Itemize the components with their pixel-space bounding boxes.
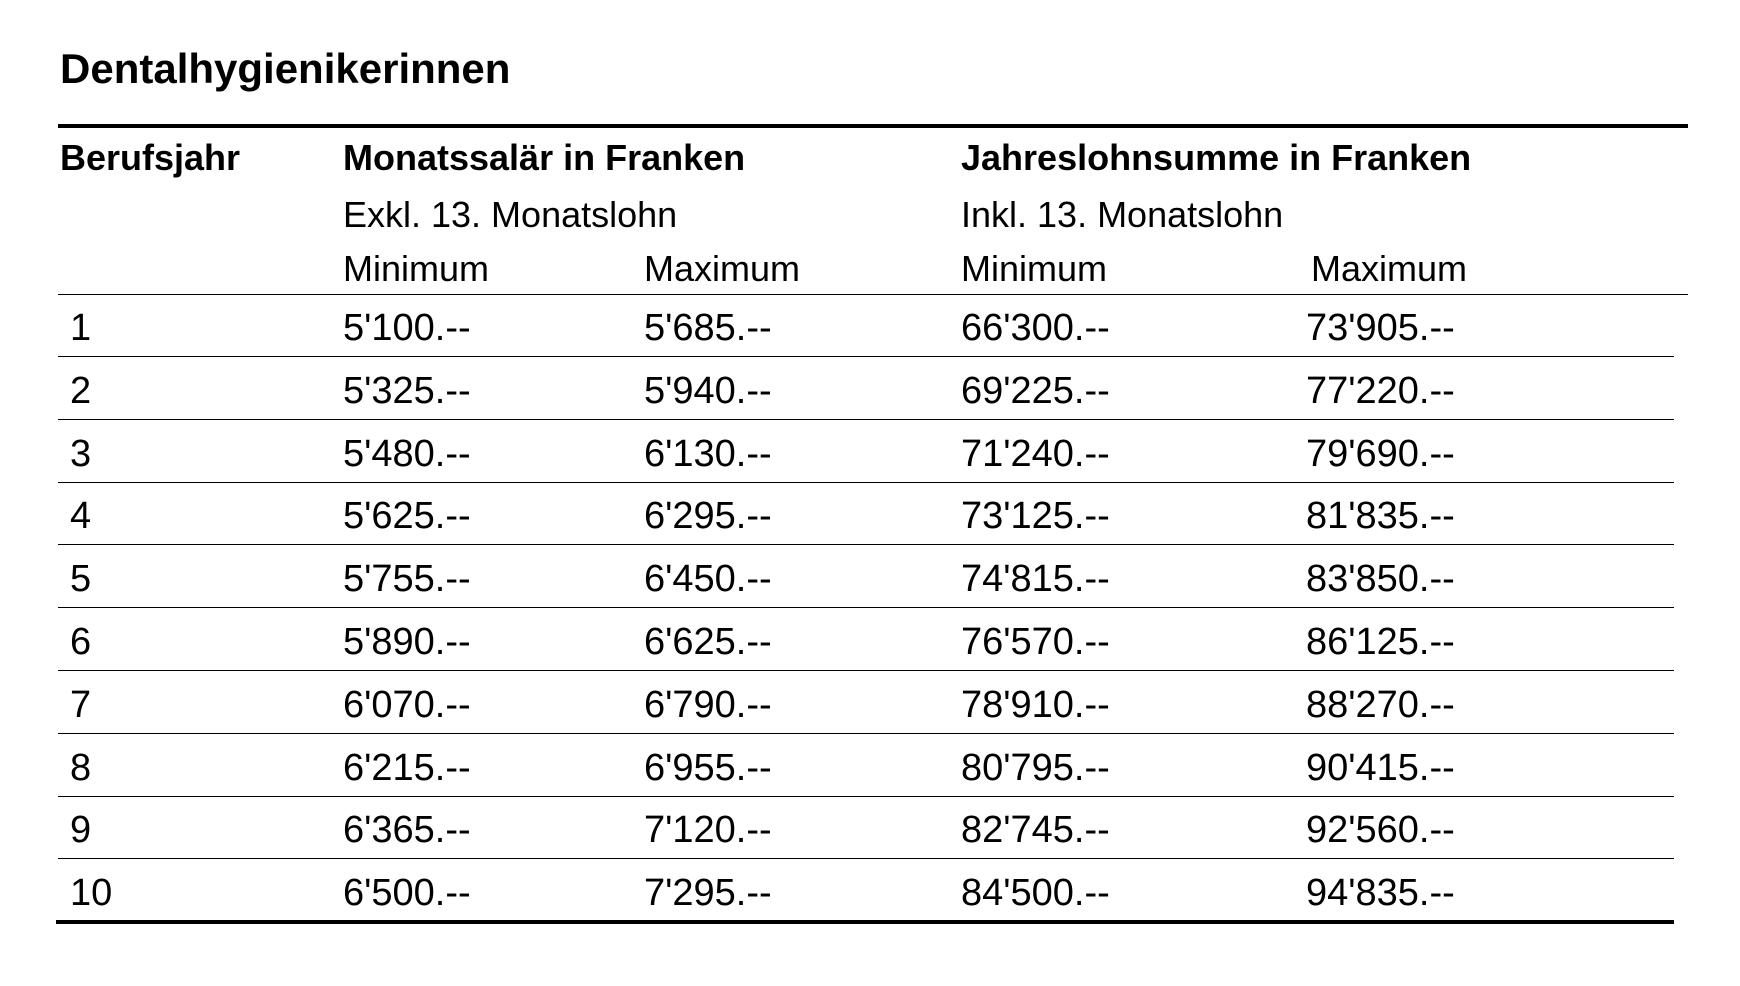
cell-annual-min: 74'815.-- xyxy=(961,558,1110,601)
annual-subheader: Inkl. 13. Monatslohn xyxy=(961,194,1284,235)
page-title: Dentalhygienikerinnen xyxy=(60,45,511,92)
cell-annual-max: 81'835.-- xyxy=(1306,495,1455,538)
cell-year: 3 xyxy=(70,432,92,475)
row-divider xyxy=(58,356,1674,357)
cell-annual-min: 71'240.-- xyxy=(961,432,1110,475)
cell-annual-min: 80'795.-- xyxy=(961,746,1110,789)
cell-monthly-max: 5'940.-- xyxy=(644,369,772,412)
cell-monthly-min: 5'100.-- xyxy=(343,307,471,349)
column-group-monthly: Monatssalär in Franken xyxy=(343,137,746,178)
cell-annual-max: 94'835.-- xyxy=(1306,872,1455,915)
column-group-annual: Jahreslohnsumme in Franken xyxy=(961,137,1472,178)
cell-year: 5 xyxy=(70,558,92,601)
cell-year: 8 xyxy=(70,746,92,789)
cell-year: 10 xyxy=(70,872,113,915)
cell-annual-max: 73'905.-- xyxy=(1306,307,1455,349)
cell-year: 2 xyxy=(70,369,92,412)
cell-monthly-min: 6'215.-- xyxy=(343,746,471,789)
monthly-max-header: Maximum xyxy=(644,248,801,289)
table-top-rule xyxy=(58,124,1688,128)
cell-monthly-max: 6'450.-- xyxy=(644,558,772,601)
cell-annual-min: 82'745.-- xyxy=(961,809,1110,852)
row-divider xyxy=(58,858,1674,859)
cell-annual-max: 88'270.-- xyxy=(1306,683,1455,726)
column-header-year: Berufsjahr xyxy=(60,137,241,178)
cell-monthly-min: 5'480.-- xyxy=(343,432,471,475)
cell-monthly-max: 6'955.-- xyxy=(644,746,772,789)
annual-min-header: Minimum xyxy=(961,248,1108,289)
cell-annual-max: 92'560.-- xyxy=(1306,809,1455,852)
cell-annual-min: 84'500.-- xyxy=(961,872,1110,915)
cell-annual-min: 78'910.-- xyxy=(961,683,1110,726)
cell-annual-min: 76'570.-- xyxy=(961,621,1110,663)
table-bottom-rule xyxy=(56,920,1674,924)
row-divider xyxy=(58,607,1674,608)
monthly-subheader: Exkl. 13. Monatslohn xyxy=(343,194,678,235)
row-divider xyxy=(58,482,1674,483)
cell-year: 4 xyxy=(70,495,92,538)
cell-annual-max: 86'125.-- xyxy=(1306,621,1455,663)
cell-monthly-min: 6'500.-- xyxy=(343,872,471,915)
cell-annual-min: 69'225.-- xyxy=(961,369,1110,412)
cell-monthly-max: 6'625.-- xyxy=(644,621,772,663)
cell-annual-max: 83'850.-- xyxy=(1306,558,1455,601)
monthly-min-header: Minimum xyxy=(343,248,490,289)
cell-monthly-min: 5'325.-- xyxy=(343,369,471,412)
cell-monthly-min: 5'755.-- xyxy=(343,558,471,601)
cell-year: 6 xyxy=(70,621,92,663)
cell-monthly-min: 6'365.-- xyxy=(343,809,471,852)
cell-annual-max: 90'415.-- xyxy=(1306,746,1455,789)
cell-annual-min: 66'300.-- xyxy=(961,307,1110,349)
cell-monthly-min: 5'890.-- xyxy=(343,621,471,663)
cell-annual-max: 79'690.-- xyxy=(1306,432,1455,475)
cell-monthly-max: 7'120.-- xyxy=(644,809,772,852)
cell-monthly-max: 6'295.-- xyxy=(644,495,772,538)
cell-year: 1 xyxy=(70,307,92,349)
cell-monthly-min: 6'070.-- xyxy=(343,683,471,726)
row-divider xyxy=(58,733,1674,734)
cell-monthly-min: 5'625.-- xyxy=(343,495,471,538)
cell-year: 9 xyxy=(70,809,92,852)
cell-annual-max: 77'220.-- xyxy=(1306,369,1455,412)
cell-year: 7 xyxy=(70,683,92,726)
cell-monthly-max: 6'790.-- xyxy=(644,683,772,726)
cell-monthly-max: 7'295.-- xyxy=(644,872,772,915)
cell-monthly-max: 6'130.-- xyxy=(644,432,772,475)
cell-monthly-max: 5'685.-- xyxy=(644,307,772,349)
row-divider xyxy=(58,796,1674,797)
row-divider xyxy=(58,670,1674,671)
annual-max-header: Maximum xyxy=(1311,248,1468,289)
row-divider xyxy=(58,544,1674,545)
row-divider xyxy=(58,419,1674,420)
cell-annual-min: 73'125.-- xyxy=(961,495,1110,538)
table-header-rule xyxy=(58,294,1688,295)
